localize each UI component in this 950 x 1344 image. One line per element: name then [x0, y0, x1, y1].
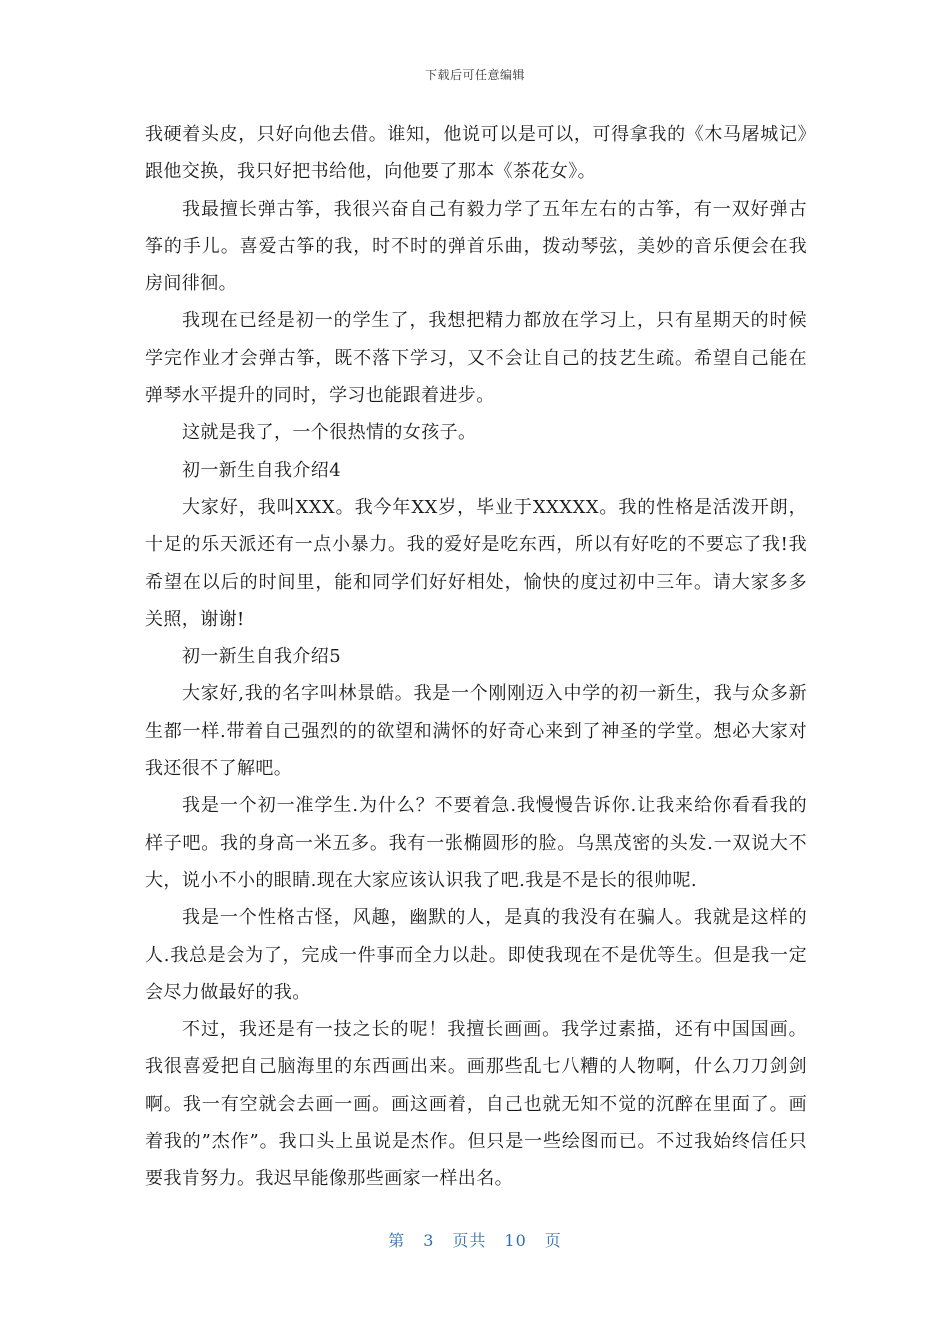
section-heading-4: 初一新生自我介绍4 — [182, 459, 342, 481]
document-body — [145, 116, 807, 1198]
page-suffix-word: 页 — [544, 1231, 562, 1250]
paragraph-intro-5: 大家好,我的名字叫林景皓。我是一个刚刚迈入中学的初一新生，我与众多新生都一样.带着自己强烈的的欲望和满怀的好奇心来到了神圣的学堂。想必大家对我还很不了解吧。 — [145, 683, 807, 780]
paragraph-intro-4: 大家好，我叫XXX。我今年XX岁，毕业于XXXXX。我的性格是活泼开朗，十足的乐天派还有一点小暴力。我的爱好是吃东西，所以有好吃的不要忘了我!我希望在以后的时间里，能和同学们好好相处，愉快的度过初中三年。请大家多多关照，谢谢! — [145, 496, 807, 630]
paragraph-drawing: 不过，我还是有一技之长的呢！我擅长画画。我学过素描，还有中国国画。我很喜爱把自己脑海里的东西画出来。画那些乱七八糟的人物啊，什么刀刀剑剑啊。我一有空就会去画一画。画这画着，自己也就无知不觉的沉醉在里面了。画着我的”杰作”。我口头上虽说是杰作。但只是一些绘图而已。不过我始终信任只要我肯努力。我迟早能像那些画家一样出名。 — [145, 1019, 807, 1190]
paragraph-guzheng: 我最擅长弹古筝，我很兴奋自己有毅力学了五年左右的古筝，有一双好弹古筝的手儿。喜爱古筝的我，时不时的弹首乐曲，拨动琴弦，美妙的音乐便会在我房间徘徊。 — [145, 198, 807, 295]
paragraph-appearance: 我是一个初一准学生.为什么？不要着急.我慢慢告诉你.让我来给你看看我的样子吧。我的身高一米五多。我有一张椭圆形的脸。乌黑茂密的头发.一双说大不大，说小不小的眼睛.现在大家应该认识我了吧.我是不是长的很帅呢. — [145, 795, 807, 891]
current-page-number: 3 — [423, 1231, 435, 1250]
paragraph-study: 我现在已经是初一的学生了，我想把精力都放在学习上，只有星期天的时候学完作业才会弹古筝，既不落下学习，又不会让自己的技艺生疏。希望自己能在弹琴水平提升的同时，学习也能跟着进步。 — [145, 310, 807, 407]
total-pages-number: 10 — [504, 1231, 527, 1250]
page-of-word: 页共 — [452, 1231, 487, 1250]
page-word: 第 — [388, 1231, 406, 1250]
page-header: 下载后可任意编辑 — [424, 68, 525, 82]
page-number-footer — [0, 1228, 950, 1251]
paragraph-closing: 这就是我了，一个很热情的女孩子。 — [182, 422, 477, 444]
section-heading-5: 初一新生自我介绍5 — [182, 646, 342, 668]
paragraph-continuation: 我硬着头皮，只好向他去借。谁知，他说可以是可以，可得拿我的《木马屠城记》跟他交换，我只好把书给他，向他要了那本《茶花女》。 — [145, 124, 807, 183]
paragraph-personality: 我是一个性格古怪，风趣，幽默的人，是真的我没有在骗人。我就是这样的人.我总是会为了，完成一件事而全力以赴。即使我现在不是优等生。但是我一定会尽力做最好的我。 — [145, 907, 807, 1003]
